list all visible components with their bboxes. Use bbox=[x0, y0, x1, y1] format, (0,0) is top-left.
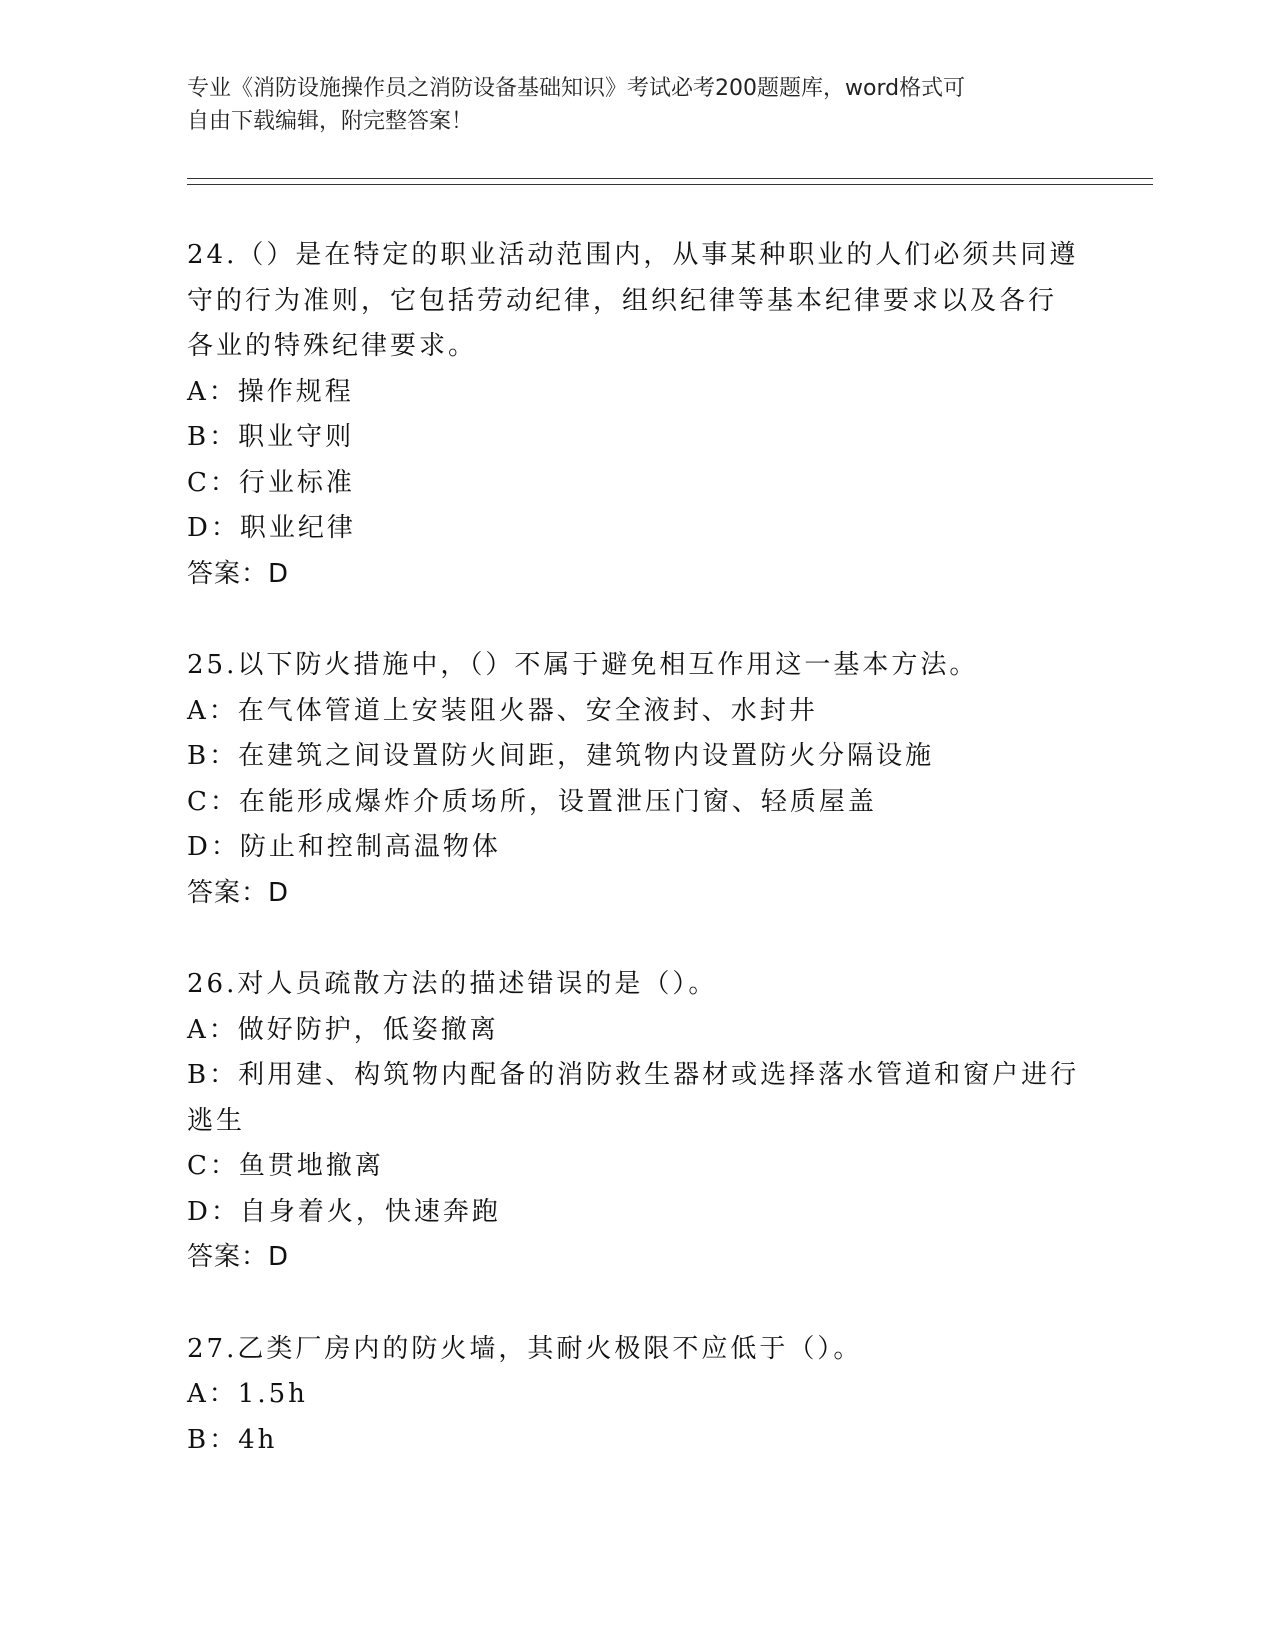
option-a: A：做好防护，低姿撤离 bbox=[187, 1014, 499, 1045]
document-header bbox=[187, 72, 1067, 138]
option-c: C：鱼贯地撤离 bbox=[187, 1151, 384, 1181]
question-list bbox=[187, 233, 1087, 1509]
question-stem-line: 25.以下防火措施中，（）不属于避免相互作用这一基本方法。 bbox=[187, 650, 979, 680]
question-stem-line: 24.（）是在特定的职业活动范围内，从事某种职业的人们必须共同遵 bbox=[187, 240, 1079, 270]
header-line-2: 自由下载编辑，附完整答案！ bbox=[187, 109, 474, 134]
answer-line: 答案：D bbox=[187, 877, 290, 908]
question-stem-line: 26.对人员疏散方法的描述错误的是（）。 bbox=[187, 969, 718, 999]
answer-line: 答案：D bbox=[187, 1242, 290, 1272]
option-a: A：1.5h bbox=[187, 1379, 308, 1409]
question-25 bbox=[187, 643, 1087, 916]
header-line-1: 专业《消防设施操作员之消防设备基础知识》考试必考200题题库，word格式可 bbox=[187, 76, 966, 101]
option-b: B：职业守则 bbox=[187, 422, 355, 452]
option-b-continued: 逃生 bbox=[187, 1105, 246, 1136]
question-26 bbox=[187, 962, 1087, 1281]
option-b: B：4h bbox=[187, 1424, 278, 1455]
option-a: A：在气体管道上安装阻火器、安全液封、水封井 bbox=[187, 695, 818, 726]
option-a: A：操作规程 bbox=[187, 376, 354, 407]
option-b: B：在建筑之间设置防火间距，建筑物内设置防火分隔设施 bbox=[187, 741, 935, 771]
option-d: D：自身着火，快速奔跑 bbox=[187, 1196, 501, 1227]
option-c: C：在能形成爆炸介质场所，设置泄压门窗、轻质屋盖 bbox=[187, 786, 877, 817]
header-divider bbox=[187, 178, 1153, 185]
option-d: D：防止和控制高温物体 bbox=[187, 832, 501, 862]
question-27 bbox=[187, 1327, 1087, 1464]
option-d: D：职业纪律 bbox=[187, 513, 356, 543]
question-stem-line: 27.乙类厂房内的防火墙，其耐火极限不应低于（）。 bbox=[187, 1333, 863, 1364]
answer-line: 答案：D bbox=[187, 558, 290, 589]
question-stem-line: 守的行为准则，它包括劳动纪律，组织纪律等基本纪律要求以及各行 bbox=[187, 285, 1058, 316]
option-b: B：利用建、构筑物内配备的消防救生器材或选择落水管道和窗户进行 bbox=[187, 1060, 1080, 1090]
option-c: C：行业标准 bbox=[187, 467, 355, 498]
question-stem-line: 各业的特殊纪律要求。 bbox=[187, 331, 478, 361]
question-24 bbox=[187, 233, 1087, 597]
